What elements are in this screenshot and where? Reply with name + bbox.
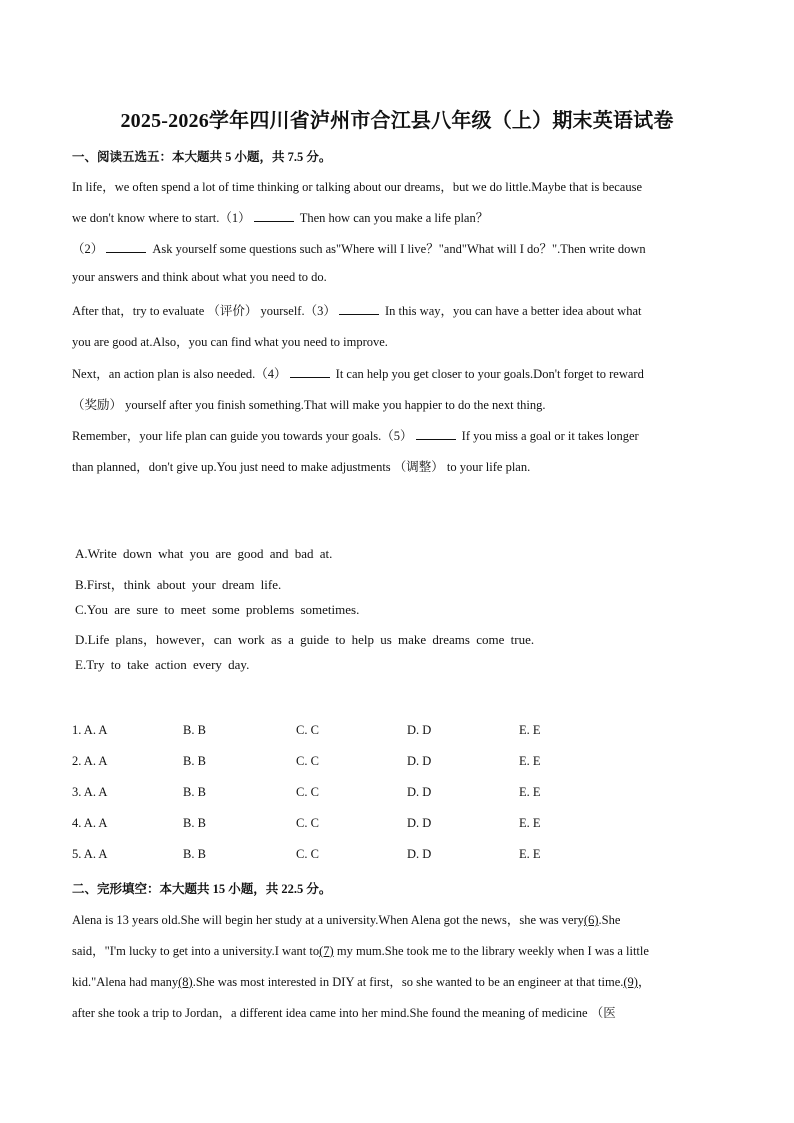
cloze-line: kid."Alena had many(8).She was most interested in DIY at first，so she wanted to be an engineer at that time.(9)， bbox=[72, 975, 651, 989]
passage-line: （2） Ask yourself some questions such as"Where will I live？"and"What will I do？".Then write down bbox=[72, 242, 646, 256]
choice-e[interactable]: E. E bbox=[519, 754, 541, 768]
option-c: C.You are sure to meet some problems sometimes. bbox=[75, 602, 360, 617]
page-title: 2025-2026学年四川省泸州市合江县八年级（上）期末英语试卷 bbox=[120, 110, 674, 132]
blank-1[interactable] bbox=[254, 211, 294, 222]
option-a: A.Write down what you are good and bad at. bbox=[75, 546, 333, 561]
choice-d[interactable]: D. D bbox=[407, 785, 432, 799]
passage-line: you are good at.Also，you can find what you need to improve. bbox=[72, 335, 388, 349]
choice-a[interactable]: 1. A. A bbox=[72, 723, 108, 737]
choice-d[interactable]: D. D bbox=[407, 754, 432, 768]
option-b: B.First，think about your dream life. bbox=[75, 577, 282, 592]
blank-5[interactable] bbox=[416, 429, 456, 440]
choice-c[interactable]: C. C bbox=[296, 785, 319, 799]
cloze-line: Alena is 13 years old.She will begin her study at a university.When Alena got the news，she was very(6).She bbox=[72, 913, 621, 927]
option-e: E.Try to take action every day. bbox=[75, 657, 250, 672]
cloze-blank-7[interactable]: (7) bbox=[319, 944, 334, 958]
section-1-heading: 一、阅读五选五：本大题共 5 小题，共 7.5 分。 bbox=[72, 150, 332, 164]
passage-line: Next，an action plan is also needed.（4） It can help you get closer to your goals.Don't forget to reward bbox=[72, 367, 644, 381]
cloze-line: after she took a trip to Jordan，a different idea came into her mind.She found the meaning of medicine （医 bbox=[72, 1006, 616, 1020]
choice-c[interactable]: C. C bbox=[296, 754, 319, 768]
passage-line: we don't know where to start.（1） Then how can you make a life plan？ bbox=[72, 211, 489, 225]
passage-line: （奖励） yourself after you finish something.That will make you happier to do the next thing. bbox=[72, 398, 546, 412]
passage-line: than planned，don't give up.You just need to make adjustments （调整） to your life plan. bbox=[72, 460, 531, 474]
choice-d[interactable]: D. D bbox=[407, 723, 432, 737]
choice-e[interactable]: E. E bbox=[519, 723, 541, 737]
cloze-line: said，"I'm lucky to get into a university.I want to(7) my mum.She took me to the library weekly when I was a little bbox=[72, 944, 649, 958]
choice-a[interactable]: 2. A. A bbox=[72, 754, 108, 768]
choice-b[interactable]: B. B bbox=[183, 847, 206, 861]
cloze-blank-6[interactable]: (6) bbox=[583, 913, 599, 927]
choice-a[interactable]: 5. A. A bbox=[72, 847, 108, 861]
choice-e[interactable]: E. E bbox=[519, 816, 541, 830]
passage-line: your answers and think about what you need to do. bbox=[72, 270, 327, 284]
choice-a[interactable]: 4. A. A bbox=[72, 816, 108, 830]
option-d: D.Life plans，however，can work as a guide to help us make dreams come true. bbox=[75, 632, 535, 647]
choice-e[interactable]: E. E bbox=[519, 785, 541, 799]
passage-line: In life，we often spend a lot of time thinking or talking about our dreams，but we do little.Maybe that is because bbox=[72, 180, 643, 194]
choice-b[interactable]: B. B bbox=[183, 754, 206, 768]
choice-c[interactable]: C. C bbox=[296, 816, 319, 830]
cloze-blank-8[interactable]: (8) bbox=[178, 975, 193, 989]
choice-b[interactable]: B. B bbox=[183, 785, 206, 799]
section-2-heading: 二、完形填空：本大题共 15 小题，共 22.5 分。 bbox=[72, 882, 332, 896]
blank-4[interactable] bbox=[290, 367, 330, 378]
passage-line: After that，try to evaluate （评价） yourself.（3） In this way，you can have a better idea about what bbox=[72, 304, 642, 318]
cloze-blank-9[interactable]: (9) bbox=[623, 975, 638, 989]
choice-a[interactable]: 3. A. A bbox=[72, 785, 108, 799]
choice-c[interactable]: C. C bbox=[296, 847, 319, 861]
choice-b[interactable]: B. B bbox=[183, 723, 206, 737]
blank-2[interactable] bbox=[106, 242, 146, 253]
passage-line: Remember，your life plan can guide you towards your goals.（5） If you miss a goal or it takes longer bbox=[72, 429, 639, 443]
choice-d[interactable]: D. D bbox=[407, 816, 432, 830]
choice-c[interactable]: C. C bbox=[296, 723, 319, 737]
blank-3[interactable] bbox=[339, 304, 379, 315]
choice-e[interactable]: E. E bbox=[519, 847, 541, 861]
choice-d[interactable]: D. D bbox=[407, 847, 432, 861]
choice-b[interactable]: B. B bbox=[183, 816, 206, 830]
